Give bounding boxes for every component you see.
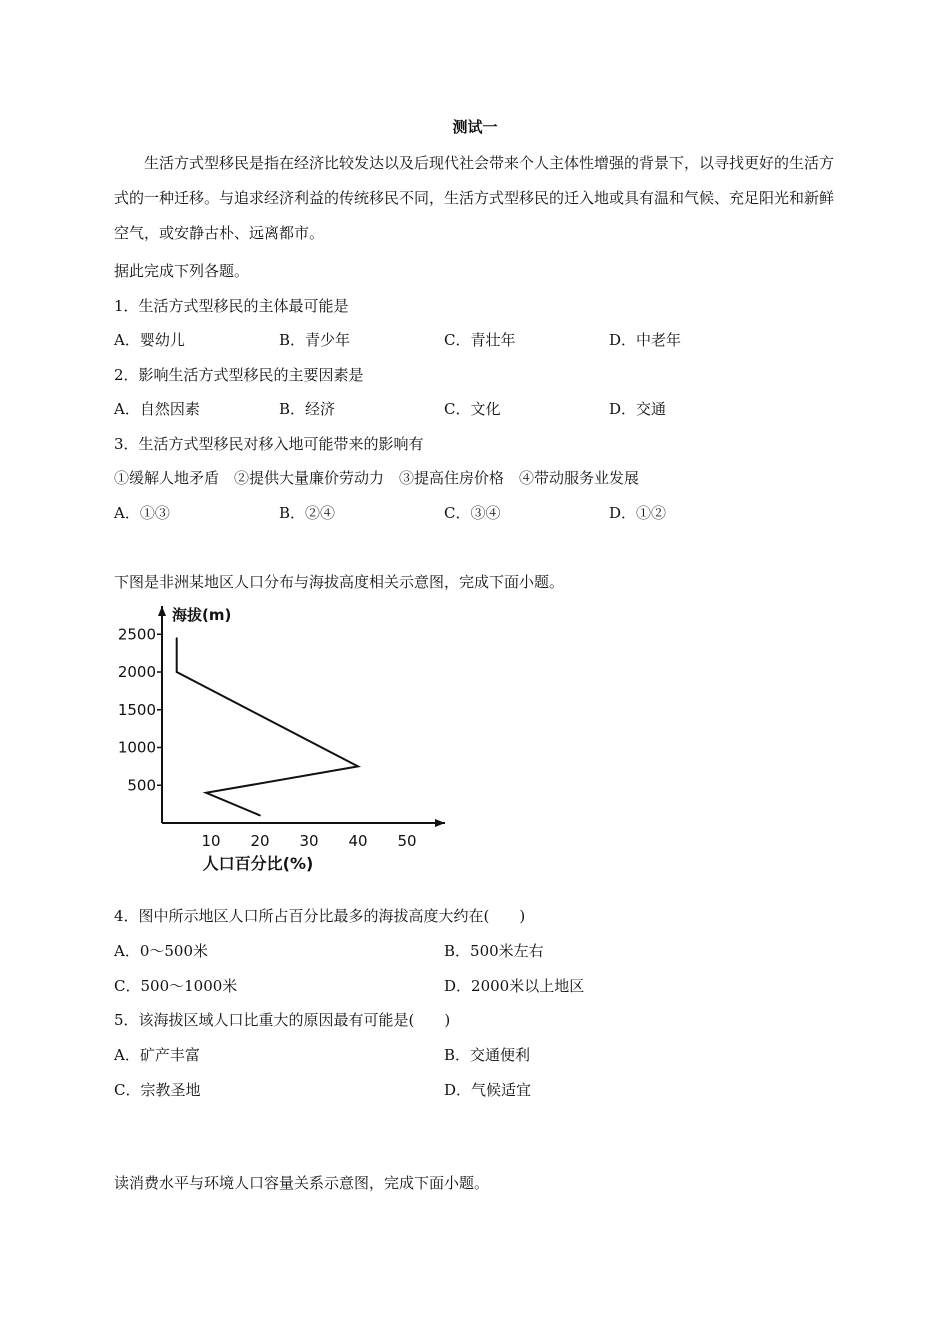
intro-paragraph: 生活方式型移民是指在经济比较发达以及后现代社会带来个人主体性增强的背景下，以寻找更好的生活方式的一种迁移。与追求经济利益的传统移民不同，生活方式型移民的迁入地或具有温和气候、充足阳光和新鲜空气，或安静古朴、远离都市。 [114,154,835,242]
y-axis-label: 海拔(m) [172,606,232,624]
question-5-option-c: C．宗教圣地 [114,1081,201,1099]
question-1-option-b: B．青少年 [279,331,351,349]
y-tick-label: 2000 [117,663,156,681]
x-axis-arrow [435,819,445,827]
question-2-option-c: C．文化 [444,400,501,418]
question-5-stem: 5．该海拔区域人口比重大的原因最有可能是( ) [114,1011,451,1029]
question-1-option-d: D．中老年 [609,331,682,349]
y-axis-ticks [118,625,162,794]
question-2-stem: 2．影响生活方式型移民的主要因素是 [114,366,364,384]
question-4-option-a: A．0～500米 [114,942,209,960]
series-point [176,637,178,639]
question-2-option-a: A．自然因素 [114,400,200,418]
series-line [177,638,358,815]
question-4-option-b: B．500米左右 [444,942,544,960]
question-3-option-c: C．③④ [444,504,501,522]
chart-intro: 下图是非洲某地区人口分布与海拔高度相关示意图，完成下面小题。 [114,573,565,591]
question-1-stem: 1．生活方式型移民的主体最可能是 [114,297,349,315]
question-2-option-b: B．经济 [279,400,336,418]
question-4-option-d: D．2000米以上地区 [444,977,585,995]
question-4-stem: 4．图中所示地区人口所占百分比最多的海拔高度大约在( ) [114,907,526,925]
question-5-option-a: A．矿产丰富 [114,1046,200,1064]
x-tick-label: 20 [250,832,270,850]
question-5-option-b: B．交通便利 [444,1046,531,1064]
page-title: 测试一 [452,118,498,136]
series-point [205,792,207,794]
x-tick-label: 10 [201,832,221,850]
question-3-items: ①缓解人地矛盾 ②提供大量廉价劳动力 ③提高住房价格 ④带动服务业发展 [114,469,640,487]
question-3-stem: 3．生活方式型移民对移入地可能带来的影响有 [114,435,424,453]
question-3-option-b: B．②④ [279,504,336,522]
series-point [176,671,178,673]
question-3-option-a: A．①③ [114,504,170,522]
y-tick-label: 500 [127,776,156,795]
question-5-option-d: D．气候适宜 [444,1081,532,1099]
question-2-option-d: D．交通 [609,400,667,418]
x-axis-label: 人口百分比(%) [202,854,314,873]
series-point [259,815,261,817]
x-tick-label: 40 [348,832,368,850]
y-tick-label: 1000 [117,738,156,757]
y-axis-arrow [158,606,166,616]
y-tick-label: 2500 [117,625,156,644]
question-4-option-c: C．500～1000米 [114,977,238,995]
question-3-option-d: D．①② [609,504,667,522]
x-axis-ticks [201,832,416,850]
x-tick-label: 30 [299,832,319,850]
instruction-1: 据此完成下列各题。 [114,262,250,280]
y-tick-label: 1500 [117,700,156,719]
chart-axes [158,606,445,827]
question-1-option-a: A．婴幼儿 [114,331,185,349]
altitude-population-chart [110,598,460,888]
next-intro: 读消费水平与环境人口容量关系示意图，完成下面小题。 [114,1174,490,1192]
chart-series [176,637,359,816]
x-tick-label: 50 [397,832,417,850]
series-point [357,766,359,768]
chart-svg [110,598,460,888]
question-1-option-c: C．青壮年 [444,331,516,349]
